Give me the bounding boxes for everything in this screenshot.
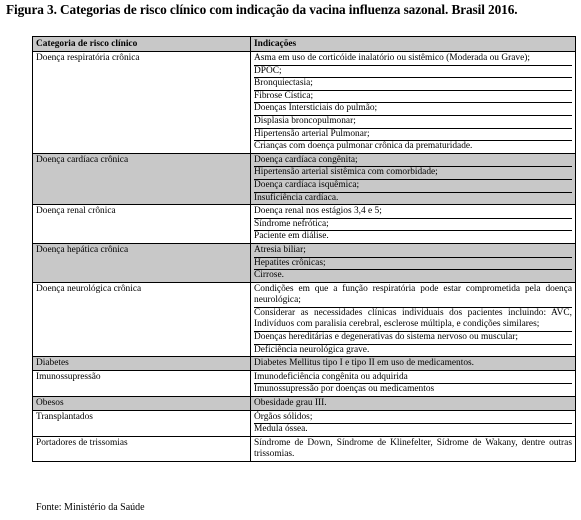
indication-item: Órgãos sólidos;	[254, 412, 572, 425]
risk-category-cell: Portadores de trissomias	[33, 436, 251, 461]
indication-item: Doença cardíaca isquêmica;	[254, 180, 572, 193]
risk-category-cell: Obesos	[33, 397, 251, 411]
indication-item: Síndrome nefrótica;	[254, 219, 572, 232]
table-header-row	[33, 37, 576, 52]
risk-category-cell: Doença hepática crônica	[33, 243, 251, 282]
risk-category-cell: Doença respiratória crônica	[33, 52, 251, 154]
header-indications: Indicações	[251, 37, 576, 52]
risk-category-cell: Diabetes	[33, 357, 251, 371]
indication-item: DPOC;	[254, 66, 572, 79]
indication-item: Condições em que a função respiratória pode estar comprometida pela doença neurológica;	[254, 284, 572, 308]
indications-cell	[251, 397, 576, 411]
indications-cell	[251, 410, 576, 436]
indication-item: Doença cardíaca congênita;	[254, 155, 572, 168]
indications-cell	[251, 282, 576, 357]
risk-category-table	[32, 36, 576, 462]
indication-item: Doenças Intersticiais do pulmão;	[254, 103, 572, 116]
indication-item: Cirrose.	[254, 270, 284, 281]
indication-item: Fibrose Cística;	[254, 91, 572, 104]
indication-item: Imunodeficiência congênita ou adquirida	[254, 372, 572, 385]
indications-cell	[251, 243, 576, 282]
table-body	[33, 52, 576, 462]
indication-item: Insuficiência cardíaca.	[254, 192, 339, 203]
table-row	[33, 436, 576, 461]
risk-category-cell: Doença cardíaca crônica	[33, 153, 251, 204]
indication-item: Imunossupressão por doenças ou medicamentos	[254, 384, 435, 395]
table-row	[33, 357, 576, 371]
indications-cell	[251, 205, 576, 244]
table-row	[33, 410, 576, 436]
indications-cell	[251, 153, 576, 204]
risk-category-cell: Doença renal crônica	[33, 205, 251, 244]
indication-item: Atresia biliar;	[254, 245, 572, 258]
table-row	[33, 52, 576, 154]
indications-cell	[251, 370, 576, 396]
risk-category-cell: Imunossupressão	[33, 370, 251, 396]
risk-category-cell: Doença neurológica crônica	[33, 282, 251, 357]
indication-item: Diabetes Mellitus tipo I e tipo II em uso de medicamentos.	[254, 358, 475, 369]
indication-item: Doenças hereditárias e degenerativas do sistema nervoso ou muscular;	[254, 332, 572, 345]
indication-item: Hepatites crônicas;	[254, 258, 572, 271]
indication-item: Asma em uso de corticóide inalatório ou sistêmico (Moderada ou Grave);	[254, 53, 572, 66]
table-row	[33, 243, 576, 282]
indication-item: Doença renal nos estágios 3,4 e 5;	[254, 206, 572, 219]
indication-item: Obesidade grau III.	[254, 398, 327, 409]
indication-item: Medula óssea.	[254, 424, 308, 435]
indication-item: Crianças com doença pulmonar crônica da prematuridade.	[254, 141, 473, 152]
indications-cell	[251, 52, 576, 154]
indication-item: Bronquiectasia;	[254, 78, 572, 91]
indication-item: Hipertensão arterial sistêmica com comorbidade;	[254, 167, 572, 180]
indications-cell	[251, 436, 576, 461]
figure-title: Figura 3. Categorias de risco clínico com indicação da vacina influenza sazonal. Brasil 2016.	[6, 2, 518, 17]
table-row	[33, 397, 576, 411]
table-row	[33, 370, 576, 396]
indications-cell	[251, 357, 576, 371]
indication-item: Displasia broncopulmonar;	[254, 116, 572, 129]
table-row	[33, 153, 576, 204]
risk-category-cell: Transplantados	[33, 410, 251, 436]
indication-item: Deficiência neurológica grave.	[254, 344, 370, 355]
table-row	[33, 282, 576, 357]
indication-item: Considerar as necessidades clínicas individuais dos pacientes incluindo: AVC, Indivíduos com paralisia cerebral, esclerose múltipla, e condições similares;	[254, 308, 572, 332]
table-row	[33, 205, 576, 244]
indication-item: Hipertensão arterial Pulmonar;	[254, 129, 572, 142]
source-note: Fonte: Ministério da Saúde	[36, 502, 145, 513]
header-category: Categoria de risco clínico	[33, 37, 251, 52]
indication-item: Paciente em diálise.	[254, 231, 329, 242]
indication-item: Síndrome de Down, Síndrome de Klinefelter, Sídrome de Wakany, dentre outras trissomias.	[254, 437, 572, 460]
